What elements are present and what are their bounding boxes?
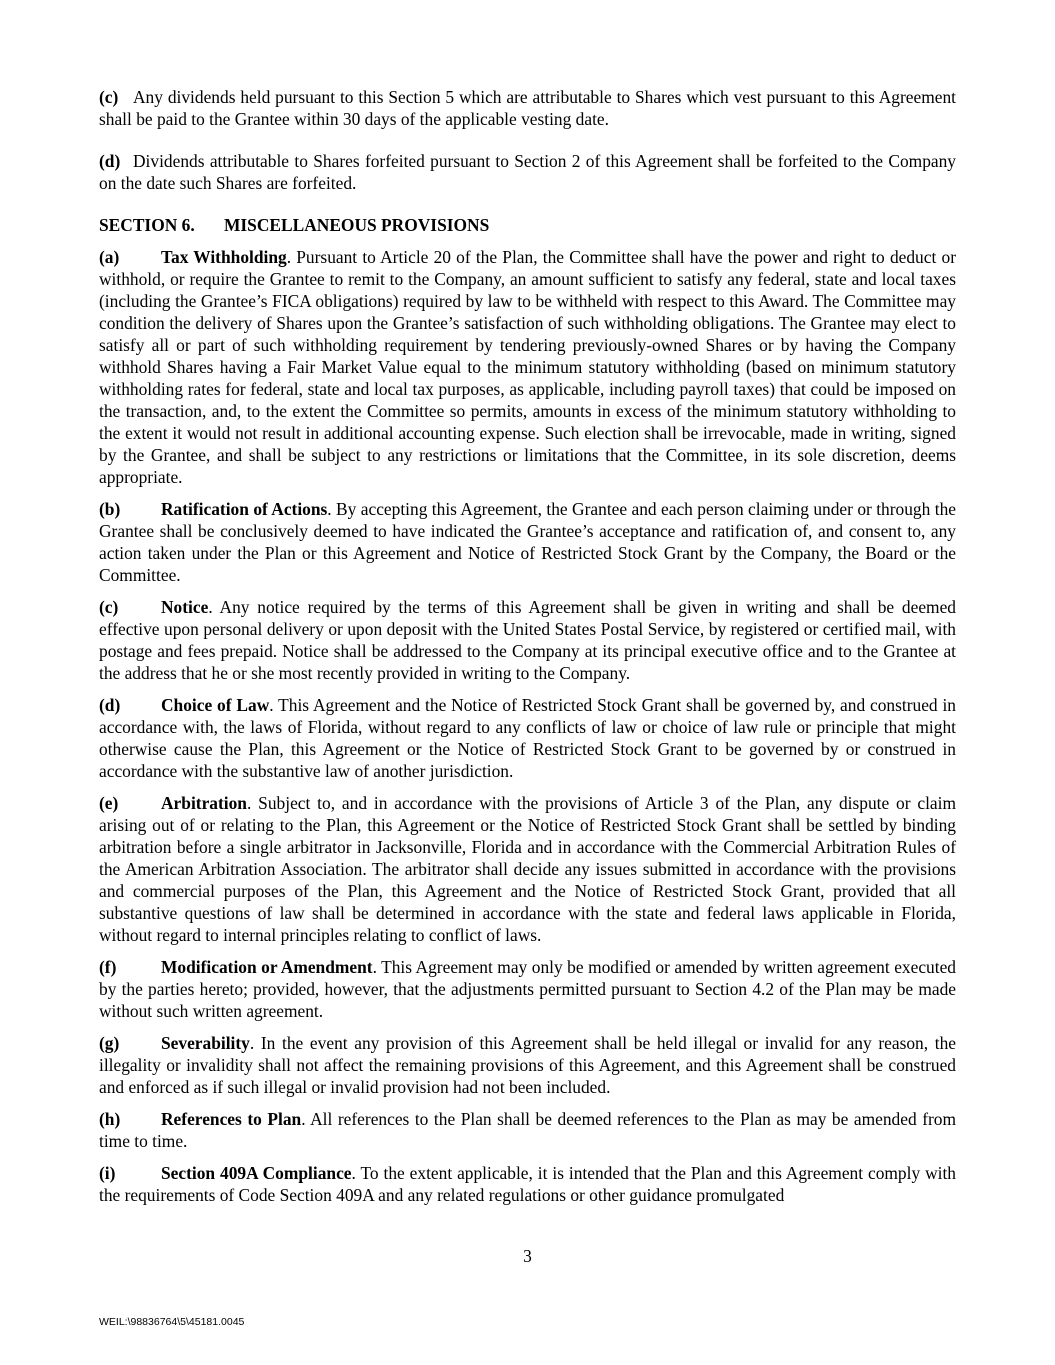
provision-ratification [99, 498, 956, 586]
provision-references-to-plan [99, 1108, 956, 1152]
provision-title: References to Plan [161, 1109, 302, 1129]
provision-title: Severability [161, 1033, 250, 1053]
provision-title: Ratification of Actions [161, 499, 328, 519]
section-number: SECTION 6. [99, 215, 195, 235]
paragraph-text: Any dividends held pursuant to this Section 5 which are attributable to Shares which vest pursuant to this Agreement shall be paid to the Grantee within 30 days of the applicable vesting date. [99, 87, 956, 129]
provision-label: (c) [99, 597, 119, 617]
provision-text: . All references to the Plan shall be deemed references to the Plan as may be amended from time to time. [99, 1109, 956, 1151]
provision-text: . In the event any provision of this Agreement shall be held illegal or invalid for any reason, the illegality or invalidity shall not affect the remaining provisions of this Agreement, and this Agreement shall be construed and enforced as if such illegal or invalid provision had not been included. [99, 1033, 956, 1097]
provision-title: Section 409A Compliance [161, 1163, 352, 1183]
provision-text: . This Agreement and the Notice of Restricted Stock Grant shall be governed by, and construed in accordance with, the laws of Florida, without regard to any conflicts of law or choice of law rule or principle that might otherwise cause the Plan, this Agreement or the Notice of Restricted Stock Grant to be governed by or construed in accordance with the substantive law of another jurisdiction. [99, 695, 956, 781]
provision-modification [99, 956, 956, 1022]
section-title: MISCELLANEOUS PROVISIONS [224, 215, 490, 235]
provision-text: . Pursuant to Article 20 of the Plan, the Committee shall have the power and right to deduct or withhold, or require the Grantee to remit to the Company, an amount sufficient to satisfy any federal, state and local taxes (including the Grantee’s FICA obligations) required by law to be withheld with respect to this Award. The Committee may condition the delivery of Shares upon the Grantee’s satisfaction of such withholding obligations. The Grantee may elect to satisfy all or part of such withholding requirement by tendering previously-owned Shares or by having the Company withhold Shares having a Fair Market Value equal to the minimum statutory withholding (based on minimum statutory withholding rates for federal, state and local tax purposes, as applicable, including payroll taxes) that could be imposed on the transaction, and, to the extent the Committee so permits, amounts in excess of the minimum statutory withholding to the extent it would not result in additional accounting expense. Such election shall be irrevocable, made in writing, signed by the Grantee, and shall be subject to any restrictions or limitations that the Committee, in its sole discretion, deems appropriate. [99, 247, 956, 487]
provision-text: . To the extent applicable, it is intended that the Plan and this Agreement comply with the requirements of Code Section 409A and any related regulations or other guidance promulgated [99, 1163, 956, 1205]
provision-label: (e) [99, 793, 119, 813]
provision-label: (i) [99, 1163, 116, 1183]
section-heading [99, 214, 956, 236]
provision-label: (h) [99, 1109, 121, 1129]
provision-text: . Subject to, and in accordance with the provisions of Article 3 of the Plan, any dispute or claim arising out of or relating to the Plan, this Agreement or the Notice of Restricted Stock Grant shall be settled by binding arbitration before a single arbitrator in Jacksonville, Florida and in accordance with the Commercial Arbitration Rules of the American Arbitration Association. The arbitrator shall decide any issues submitted in accordance with the provisions and commercial purposes of the Plan, this Agreement and the Notice of Restricted Stock Grant, provided that all substantive questions of law shall be determined in accordance with the state and federal laws applicable in Florida, without regard to internal principles relating to conflict of laws. [99, 793, 956, 945]
paragraph-label: (c) [99, 87, 119, 107]
provision-title: Modification or Amendment [161, 957, 373, 977]
paragraph-5c [99, 86, 956, 130]
provision-text: . Any notice required by the terms of this Agreement shall be given in writing and shall be deemed effective upon personal delivery or upon deposit with the United States Postal Service, by registered or certified mail, with postage and fees prepaid. Notice shall be addressed to the Company at its principal executive office and to the Grantee at the address that he or she most recently provided in writing to the Company. [99, 597, 956, 683]
provision-title: Notice [161, 597, 209, 617]
paragraph-5d [99, 150, 956, 194]
document-body [99, 86, 956, 1216]
provision-text: . By accepting this Agreement, the Grantee and each person claiming under or through the Grantee shall be conclusively deemed to have indicated the Grantee’s acceptance and ratification of, and consent to, any action taken under the Plan or this Agreement and Notice of Restricted Stock Grant by the Company, the Board or the Committee. [99, 499, 956, 585]
provision-label: (d) [99, 695, 121, 715]
provision-label: (f) [99, 957, 117, 977]
paragraph-label: (d) [99, 151, 121, 171]
provision-label: (g) [99, 1033, 120, 1053]
provision-choice-of-law [99, 694, 956, 782]
provision-label: (a) [99, 247, 120, 267]
provision-tax-withholding [99, 246, 956, 488]
provision-title: Choice of Law [161, 695, 270, 715]
page-number: 3 [523, 1246, 532, 1266]
provision-text: . This Agreement may only be modified or amended by written agreement executed by the parties hereto; provided, however, that the adjustments permitted pursuant to Section 4.2 of the Plan may be made without such written agreement. [99, 957, 956, 1021]
document-footer-id: WEIL:\98836764\5\45181.0045 [99, 1316, 245, 1328]
provision-title: Arbitration [161, 793, 247, 813]
provision-notice [99, 596, 956, 684]
provision-label: (b) [99, 499, 121, 519]
provision-arbitration [99, 792, 956, 946]
paragraph-text: Dividends attributable to Shares forfeited pursuant to Section 2 of this Agreement shall be forfeited to the Company on the date such Shares are forfeited. [99, 151, 956, 193]
provision-title: Tax Withholding [161, 247, 287, 267]
provision-409a [99, 1162, 956, 1206]
provision-severability [99, 1032, 956, 1098]
